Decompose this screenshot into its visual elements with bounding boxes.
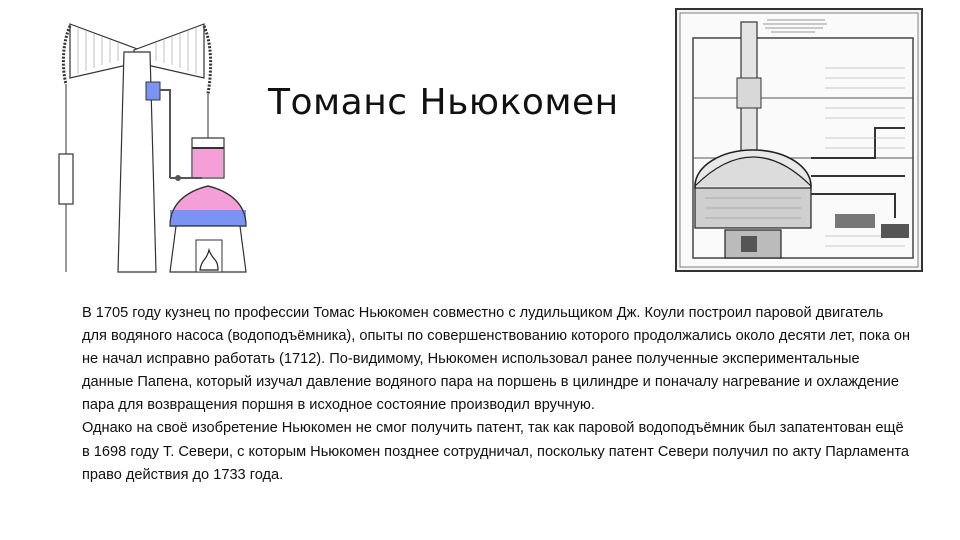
body-text xyxy=(82,302,912,487)
newcomen-engine-engraving xyxy=(675,8,923,272)
newcomen-engine-schematic xyxy=(52,14,252,276)
pump-weight xyxy=(59,154,73,204)
boiler-water xyxy=(170,210,246,226)
water-pipe xyxy=(160,90,170,178)
left-chain xyxy=(63,26,70,84)
paragraph-history: В 1705 году кузнец по профессии Томас Ньюкомен совместно с лудильщиком Дж. Коули построил паровой двигатель для водяного насоса (водоподъёмника), опыты по совершенствованию которого продолжались около десяти лет, пока он не начал исправно работать (1712). По-видимому, Ньюкомен использовал ранее полученные экспериментальные данные Папена, который изучал давление водяного пара на поршень в цилиндре и поначалу нагревание и охлаждение пара для возвращения поршня в исходное состояние производил вручную. xyxy=(82,305,911,414)
paragraph-patent: Однако на своё изобретение Ньюкомен не смог получить патент, так как паровой водоподъёмник был запатентован ещё в 1698 году Т. Севери, с которым Ньюкомен позднее сотрудничал, поскольку патент Севери получил по акту Парламента право действия до 1733 года. xyxy=(82,420,910,483)
slide-title: Томанс Ньюкомен xyxy=(268,82,619,124)
cistern xyxy=(146,82,160,100)
right-chain xyxy=(204,26,211,94)
cylinder-steam xyxy=(193,148,223,177)
